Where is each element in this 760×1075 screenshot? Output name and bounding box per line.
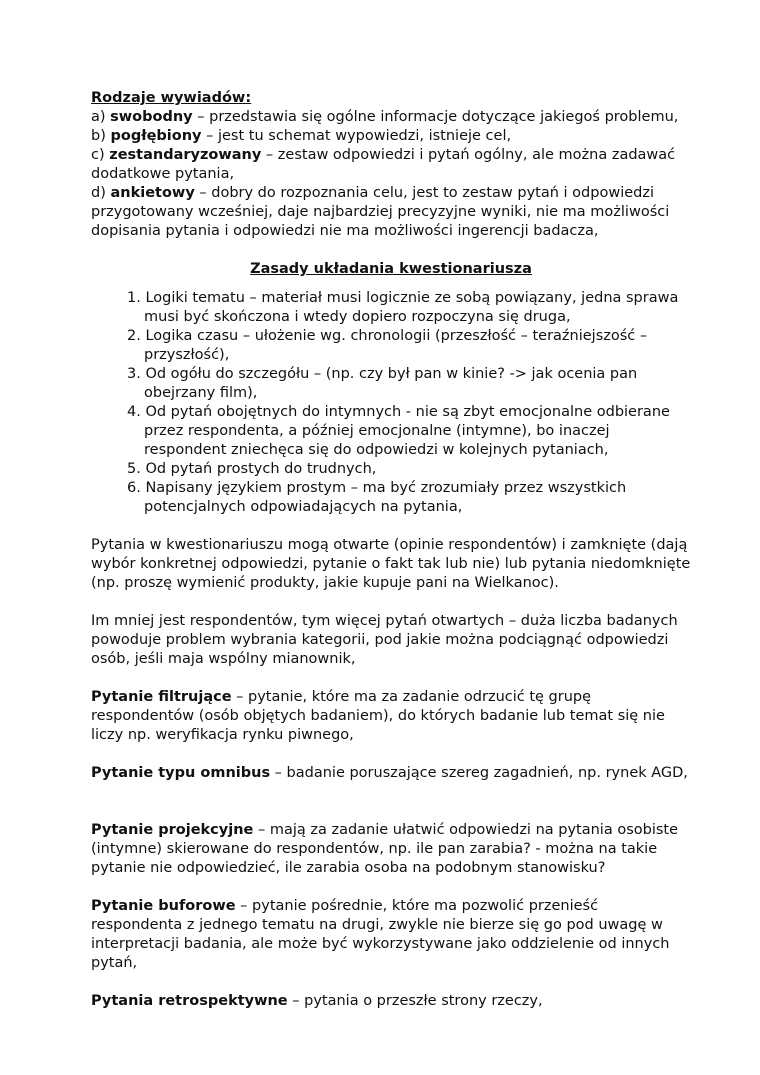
rule-item	[91, 289, 691, 327]
interview-type-item	[91, 184, 691, 241]
rule-item	[91, 460, 691, 479]
definition-omnibus	[91, 764, 691, 783]
item-prefix: c)	[91, 147, 110, 163]
item-term: swobodny	[110, 109, 193, 125]
definition-text: – pytanie pośrednie, które ma pozwolić przenieść respondenta z jednego tematu na drugi, zwykle nie bierze się go pod uwagę w interpretacji badania, ale może być wykorzystywane jako oddzielenie od innych pytań,	[91, 898, 670, 971]
item-term: pogłębiony	[110, 128, 202, 144]
item-prefix: d)	[91, 185, 111, 201]
rule-item	[91, 479, 691, 517]
item-prefix: b)	[91, 128, 111, 144]
item-text: – dobry do rozpoznania celu, jest to zestaw pytań i odpowiedzi przygotowany wcześniej, daje najbardziej precyzyjne wyniki, nie ma możliwości dopisania pytania i odpowiedzi nie ma możliwości ingerencji badacza,	[91, 185, 670, 239]
definition-text: – pytanie, które ma za zadanie odrzucić tę grupę respondentów (osób objętych badaniem), do których badanie lub temat się nie liczy np. weryfikacja rynku piwnego,	[91, 689, 665, 743]
definition-retrospective	[91, 992, 691, 1011]
rule-text: Logiki tematu – materiał musi logicznie ze sobą powiązany, jedna sprawa musi być skończona i wtedy dopiero rozpoczyna się druga,	[144, 290, 679, 325]
definition-term: Pytanie filtrujące	[91, 689, 232, 705]
open-closed-paragraph: Pytania w kwestionariuszu mogą otwarte (opinie respondentów) i zamknięte (dają wybór konkretnej odpowiedzi, pytanie o fakt tak lub nie) lub pytania niedomknięte (np. proszę wymienić produkty, jakie kupuje pani na Wielkanoc).	[91, 537, 691, 591]
item-text: – zestaw odpowiedzi i pytań ogólny, ale można zadawać dodatkowe pytania,	[91, 147, 676, 182]
interview-type-item	[91, 127, 691, 146]
definition-term: Pytania retrospektywne	[91, 993, 288, 1009]
interview-type-item	[91, 108, 691, 127]
interview-types-list	[91, 108, 691, 241]
rule-number: 2.	[127, 328, 141, 344]
definition-text: – pytania o przeszłe strony rzeczy,	[287, 993, 543, 1009]
item-prefix: a)	[91, 109, 111, 125]
definition-text: – mają za zadanie ułatwić odpowiedzi na pytania osobiste (intymne) skierowane do respondentów, np. ile pan zarabia? - można na takie pytanie nie odpowiedzieć, ile zarabia osoba na podobnym stanowisku?	[91, 822, 679, 876]
definition-term: Pytanie projekcyjne	[91, 822, 254, 838]
questionnaire-rules-list	[91, 289, 691, 517]
interview-type-item	[91, 146, 691, 184]
definition-term: Pytanie buforowe	[91, 898, 236, 914]
rule-number: 4.	[127, 404, 141, 420]
rule-number: 3.	[127, 366, 141, 382]
rule-text: Napisany językiem prostym – ma być zrozumiały przez wszystkich potencjalnych odpowiadających na pytania,	[144, 480, 627, 515]
rule-item	[91, 327, 691, 365]
rule-number: 1.	[127, 290, 141, 306]
definition-term: Pytanie typu omnibus	[91, 765, 271, 781]
rule-text: Logika czasu – ułożenie wg. chronologii (przeszłość – teraźniejszość – przyszłość),	[144, 328, 648, 363]
definition-projective	[91, 821, 691, 878]
document-content	[91, 89, 691, 1011]
respondents-paragraph: Im mniej jest respondentów, tym więcej pytań otwartych – duża liczba badanych powoduje problem wybrania kategorii, pod jakie można podciągnąć odpowiedzi osób, jeśli maja wspólny mianownik,	[91, 613, 678, 667]
rule-text: Od ogółu do szczegółu – (np. czy był pan w kinie? -> jak ocenia pan obejrzany film),	[144, 366, 638, 401]
item-text: – przedstawia się ogólne informacje dotyczące jakiegoś problemu,	[192, 109, 679, 125]
rule-text: Od pytań obojętnych do intymnych - nie są zbyt emocjonalne odbierane przez respondenta, a później emocjonalne (intymne), bo inaczej respondent zniechęca się do odpowiedzi w kolejnych pytaniach,	[144, 404, 670, 458]
definition-text: – badanie poruszające szereg zagadnień, np. rynek AGD,	[270, 765, 688, 781]
interview-types-heading: Rodzaje wywiadów:	[91, 90, 252, 106]
rule-item	[91, 403, 691, 460]
item-text: – jest tu schemat wypowiedzi, istnieje cel,	[201, 128, 512, 144]
definition-filter	[91, 688, 691, 745]
definition-buffer	[91, 897, 691, 973]
item-term: zestandaryzowany	[109, 147, 262, 163]
rule-number: 6.	[127, 480, 141, 496]
questionnaire-rules-heading: Zasady układania kwestionariusza	[250, 261, 532, 277]
rule-text: Od pytań prostych do trudnych,	[145, 461, 377, 477]
item-term: ankietowy	[110, 185, 195, 201]
rule-item	[91, 365, 691, 403]
rule-number: 5.	[127, 461, 141, 477]
